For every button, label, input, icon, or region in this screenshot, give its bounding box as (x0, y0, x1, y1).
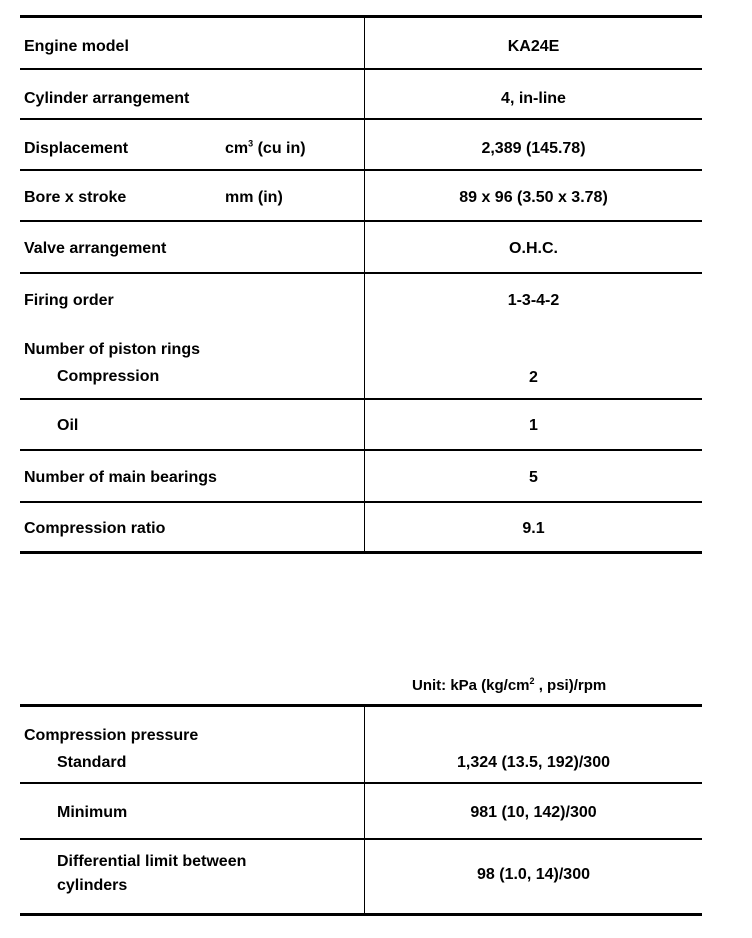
standard-label: Standard (57, 754, 127, 771)
bore-stroke-value: 89 x 96 (3.50 x 3.78) (459, 189, 608, 206)
differential-limit-label-line1: Differential limit between (57, 853, 247, 870)
compression-pressure-heading: Compression pressure (24, 727, 199, 744)
differential-limit-label-line2: cylinders (57, 877, 128, 894)
compression-rings-label: Compression (57, 368, 160, 385)
firing-order-value: 1-3-4-2 (507, 292, 560, 309)
engine-model-row (20, 18, 702, 70)
bore-stroke-label: Bore x stroke (24, 189, 127, 206)
compression-ratio-value: 9.1 (522, 520, 545, 537)
valve-arrangement-label: Valve arrangement (24, 240, 167, 257)
firing-order-row (20, 274, 702, 324)
compression-rings-value: 2 (529, 369, 538, 386)
minimum-pressure-row (20, 784, 702, 840)
standard-value: 1,324 (13.5, 192)/300 (456, 754, 610, 771)
piston-rings-label: Number of piston rings (24, 341, 200, 358)
displacement-value: 2,389 (145.78) (481, 140, 586, 157)
minimum-value: 981 (10, 142)/300 (470, 804, 597, 821)
engine-spec-table (20, 15, 702, 554)
cylinder-arrangement-value: 4, in-line (501, 90, 566, 107)
firing-order-label: Firing order (24, 292, 114, 309)
minimum-label: Minimum (57, 804, 128, 821)
displacement-label: Displacement (24, 140, 129, 157)
engine-model-value: KA24E (507, 38, 560, 55)
cylinder-arrangement-row (20, 70, 702, 120)
main-bearings-row (20, 451, 702, 503)
engine-model-label: Engine model (24, 38, 129, 55)
valve-arrangement-row (20, 222, 702, 274)
displacement-row (20, 120, 702, 171)
standard-pressure-row (20, 707, 702, 784)
compression-ratio-label: Compression ratio (24, 520, 166, 537)
compression-pressure-table (20, 704, 702, 916)
valve-arrangement-value: O.H.C. (509, 240, 558, 257)
oil-rings-label: Oil (57, 417, 79, 434)
compression-ratio-row (20, 503, 702, 554)
piston-rings-compression-row (20, 324, 702, 400)
main-bearings-value: 5 (529, 469, 538, 486)
oil-rings-value: 1 (529, 417, 538, 434)
oil-rings-row (20, 400, 702, 451)
bore-stroke-unit: mm (in) (225, 189, 283, 206)
pressure-unit-note: Unit: kPa ($kg/cm^2$ , psi)/rpm (412, 676, 607, 694)
displacement-unit: $cm^3$ (cu in) (225, 138, 306, 157)
differential-limit-value: 98 (1.0, 14)/300 (477, 866, 590, 883)
bore-stroke-row (20, 171, 702, 222)
cylinder-arrangement-label: Cylinder arrangement (24, 90, 190, 107)
main-bearings-label: Number of main bearings (24, 469, 217, 486)
differential-limit-row (20, 840, 702, 916)
